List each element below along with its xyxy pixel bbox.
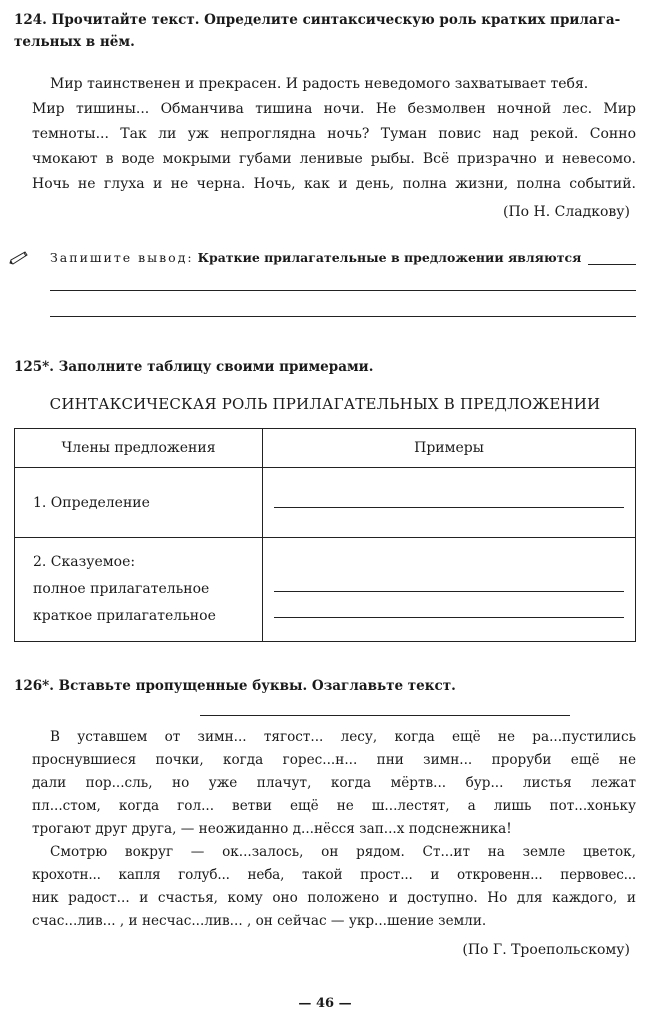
- page-number: — 46 —: [298, 996, 352, 1011]
- answer-line[interactable]: [274, 591, 624, 592]
- exercise-124-task-line1: Прочитайте текст. Определите синтаксическую роль кратких прилага-: [51, 12, 621, 28]
- exercise-124-source: (По Н. Сладкову): [503, 204, 630, 220]
- text-line: темноты... Так ли уж непроглядна ночь? Туман повис над рекой. Сонно: [32, 126, 636, 142]
- exercise-126-source: (По Г. Троепольскому): [462, 942, 630, 958]
- exercise-124-number: 124.: [14, 12, 47, 28]
- answer-line[interactable]: [588, 264, 636, 265]
- conclusion-prefix: Запишите вывод:: [50, 250, 194, 265]
- pencil-icon: [8, 250, 30, 269]
- text-line: Мир таинственен и прекрасен. И радость неведомого захватывает тебя.: [50, 76, 589, 92]
- conclusion-text: Краткие прилагательные в предложении являются: [197, 250, 582, 265]
- exercise-126-number: 126*.: [14, 678, 54, 694]
- text-line: чмокают в воде мокрыми губами ленивые рыбы. Всё призрачно и невесомо.: [32, 151, 636, 167]
- answer-line[interactable]: [50, 316, 636, 317]
- exercise-124-text: [32, 72, 636, 197]
- text-line: проснувшиеся почки, когда горес...н... пни зимн... проруби ещё не: [32, 752, 636, 768]
- exercise-125-number: 125*.: [14, 359, 54, 375]
- text-line: В уставшем от зимн... тягост... лесу, когда ещё не ра...пустились: [50, 729, 636, 745]
- text-line: Ночь не глуха и не черна. Ночь, как и день, полна жизни, полна событий.: [32, 176, 636, 192]
- text-line: Смотрю вокруг — ок...залось, он рядом. Ст...ит на земле цветок,: [50, 844, 636, 860]
- text-line: пл...стом, когда гол... ветви ещё не ш...лестят, а лишь пот...хоньку: [32, 798, 636, 814]
- title-answer-line[interactable]: [200, 715, 570, 716]
- column-header-examples: Примеры: [263, 429, 636, 468]
- answer-line[interactable]: [50, 290, 636, 291]
- examples-cell: [263, 468, 636, 538]
- row-label-definition: [15, 468, 263, 538]
- answer-line[interactable]: [274, 617, 624, 618]
- text-line: трогают друг друга, — неожиданно д...нёсся зап...х подснежника!: [32, 821, 512, 837]
- exercise-126-task-text: Вставьте пропущенные буквы. Озаглавьте текст.: [58, 678, 456, 694]
- answer-line[interactable]: [274, 507, 624, 508]
- row-label-text: 1. Определение: [33, 494, 150, 511]
- exercise-126-text: [32, 726, 636, 933]
- row-label-text: полное прилагательное: [33, 581, 210, 597]
- table-title: СИНТАКСИЧЕСКАЯ РОЛЬ ПРИЛАГАТЕЛЬНЫХ В ПРЕДЛОЖЕНИИ: [49, 395, 601, 413]
- row-label-text: 2. Сказуемое:: [33, 554, 136, 570]
- exercise-124-task: [14, 10, 636, 30]
- exercise-125-task-text: Заполните таблицу своими примерами.: [58, 359, 374, 375]
- column-header-members: Члены предложения: [15, 429, 263, 468]
- text-line: Мир тишины... Обманчива тишина ночи. Не безмолвен ночной лес. Мир: [32, 101, 636, 117]
- text-line: ник радост... и счастья, кому оно положено и доступно. Но для каждого, и: [32, 890, 636, 906]
- row-label-predicate: [15, 538, 263, 642]
- row-label-text: краткое прилагательное: [33, 608, 216, 624]
- roles-table: [14, 428, 636, 642]
- text-line: счас...лив... , и несчас...лив... , он сейчас — укр...шение земли.: [32, 913, 487, 929]
- text-line: дали пор...сль, но уже плачут, когда мёртв... бур... листья лежат: [32, 775, 636, 791]
- exercise-126-task: [14, 676, 456, 696]
- exercise-124-task-line2: тельных в нём.: [14, 34, 135, 50]
- text-line: крохотн... капля голуб... неба, такой прост... и откровенн... первовес...: [32, 867, 636, 883]
- examples-cell: [263, 538, 636, 642]
- exercise-125-task: [14, 357, 373, 377]
- conclusion-prompt: [50, 250, 581, 265]
